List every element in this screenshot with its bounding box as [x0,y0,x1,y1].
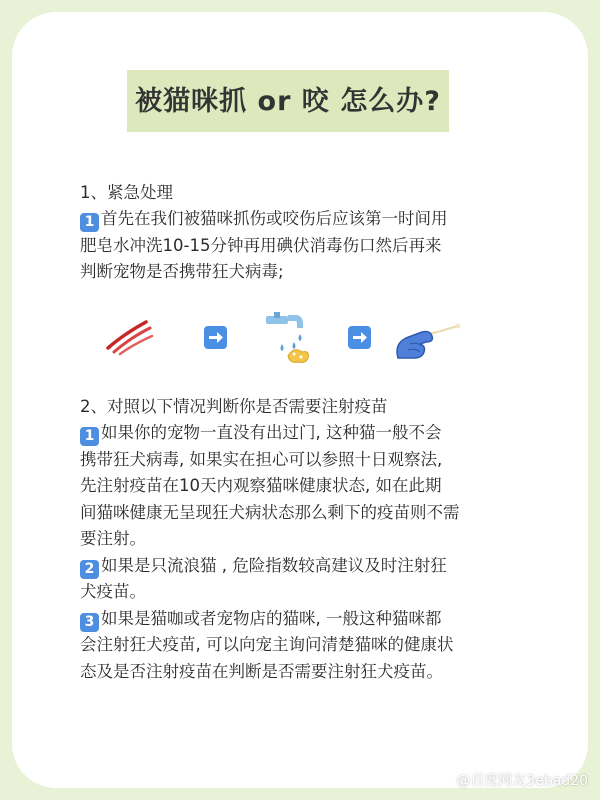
faucet-soap-icon [258,310,314,364]
section2-item-3-line-2: 会注射狂犬疫苗, 可以向宠主询问清楚猫咪的健康状 [80,635,454,654]
section2-item-1-line-2: 携带狂犬病毒, 如果实在担心可以参照十日观察法, [80,449,443,469]
arrow-right-icon [204,326,227,349]
section2-item-1-line-1: 如果你的宠物一直没有出过门, 这种猫一般不会 [101,423,442,442]
number-badge: 1 [80,213,99,232]
section2-item-1-line-5: 要注射。 [80,529,146,548]
section1-item-1 [80,206,560,286]
section1-item-1-line-2: 肥皂水冲洗10-15分钟再用碘伏消毒伤口然后再来 [80,235,442,255]
number-badge: 3 [80,613,99,632]
page-title: 被猫咪抓 or 咬 怎么办? [135,86,441,117]
section2-item-3-line-1: 如果是猫咖或者宠物店的猫咪, 一般这种猫咪都 [101,608,442,628]
section1-item-1-line-1: 首先在我们被猫咪抓伤或咬伤后应该第一时间用 [101,209,448,228]
arrow-right-icon [348,326,371,349]
section2-item-3-line-3: 态及是否注射疫苗在判断是否需要注射狂犬疫苗。 [80,661,443,681]
section2-item-2-line-1: 如果是只流浪猫 , 危险指数较高建议及时注射狂 [101,555,447,575]
section1-item-1-line-3: 判断宠物是否携带狂犬病毒; [80,262,284,281]
number-badge: 2 [80,560,99,579]
number-badge: 1 [80,427,99,446]
section2-item-1-line-4: 间猫咪健康无呈现狂犬病状态那么剩下的疫苗则不需 [80,502,460,522]
gloved-hand-swab-icon [392,318,462,362]
section2-item-1-line-3: 先注射疫苗在10天内观察猫咪健康状态, 如在此期 [80,476,442,495]
section2-item-1 [80,420,560,685]
watermark: @百度网友3ebad20 [456,773,588,789]
section2-heading: 2、对照以下情况判断你是否需要注射疫苗 [80,397,388,416]
section2-item-2-line-2: 犬疫苗。 [80,582,146,601]
scratch-icon [104,316,156,356]
section1-heading: 1、紧急处理 [80,183,173,202]
